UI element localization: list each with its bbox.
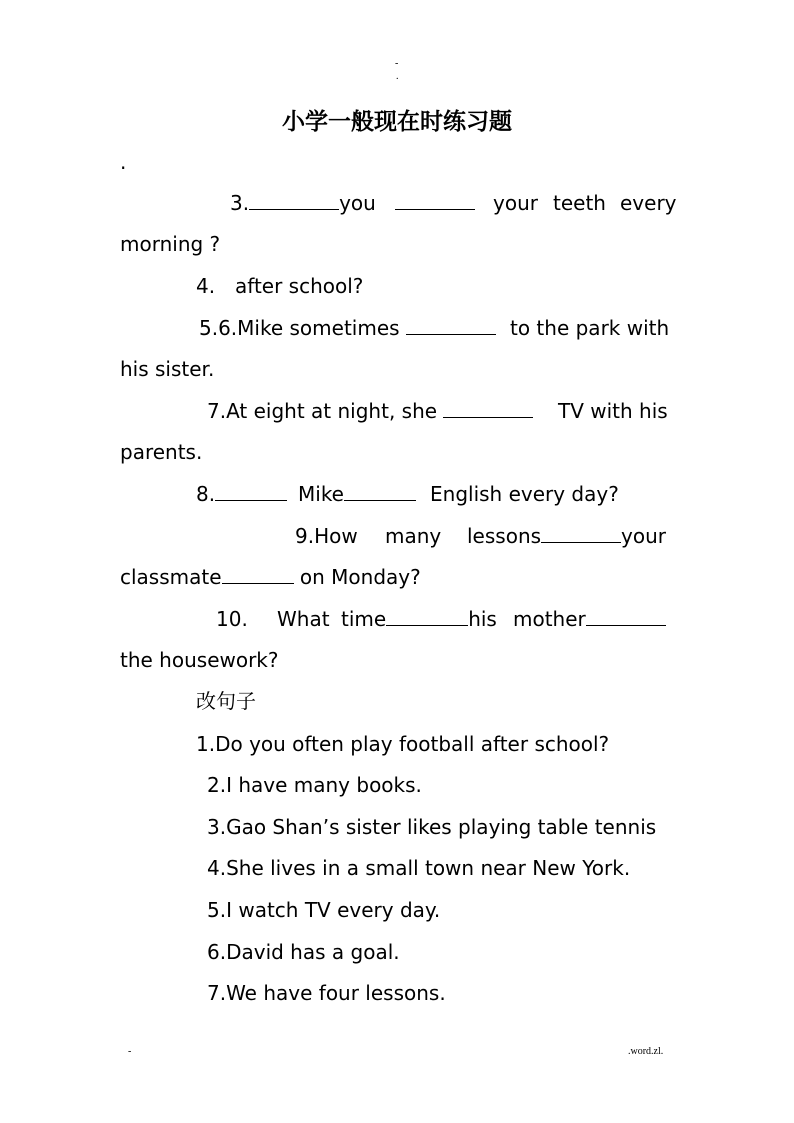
q3-word-every: every [620, 191, 677, 215]
q5-text-end: to the park with [510, 316, 670, 340]
q10-word-mother: mother [513, 607, 586, 631]
question-3 [230, 191, 376, 215]
q9-classmate: classmate [120, 565, 222, 589]
q8-blank-1[interactable] [215, 482, 287, 501]
q10-continuation: the housework? [120, 648, 279, 672]
header-mark: - [395, 58, 399, 69]
q3-word-your: your [493, 191, 538, 215]
sentence-2: 2.I have many books. [207, 773, 422, 797]
q10-number: 10. [216, 607, 248, 631]
q3-blank-2[interactable] [395, 191, 475, 215]
q8-word-mike [298, 482, 416, 506]
q5-text: 5.6.Mike sometimes [199, 316, 400, 340]
q9-lessons [467, 524, 666, 548]
q8-mike: Mike [298, 482, 344, 506]
section-heading: 改句子 [196, 689, 256, 713]
q4-number: 4. [196, 274, 216, 298]
q8-blank-2[interactable] [344, 482, 416, 501]
sentence-4: 4.She lives in a small town near New York. [207, 856, 631, 880]
question-5-6 [199, 316, 496, 340]
q9-on-monday: on Monday? [299, 565, 421, 589]
q5-continuation: his sister. [120, 357, 215, 381]
q7-blank[interactable] [443, 399, 533, 418]
q4-text: after school? [235, 274, 364, 298]
q10-word-what: What [277, 607, 330, 631]
header-mark-dot: . [396, 71, 399, 82]
q10-time [341, 607, 497, 631]
q9-blank-2[interactable] [222, 565, 294, 584]
q7-continuation: parents. [120, 440, 203, 464]
q9-blank-1[interactable] [541, 524, 621, 543]
sentence-3: 3.Gao Shan’s sister likes playing table tennis [207, 815, 657, 839]
q8-number: 8. [196, 482, 216, 506]
q3-continuation: morning ? [120, 232, 221, 256]
q10-word-his: his [468, 607, 497, 631]
q10-blank-1[interactable] [386, 607, 468, 626]
q10-blank-2[interactable] [586, 607, 666, 626]
q3-blank-1[interactable] [249, 191, 339, 210]
q5-blank[interactable] [406, 316, 496, 335]
q9-word-your: your [621, 524, 667, 548]
page-title: 小学一般现在时练习题 [282, 109, 512, 135]
footer-left: - [128, 1046, 132, 1057]
q3-word-teeth: teeth [553, 191, 606, 215]
question-7 [207, 399, 533, 423]
q9-word-many: many [385, 524, 442, 548]
question-8 [196, 482, 287, 506]
footer-right: .word.zl. [628, 1046, 664, 1057]
q9-word-lessons: lessons [467, 524, 542, 548]
q9-continuation [120, 565, 421, 589]
sentence-1: 1.Do you often play football after school? [196, 732, 610, 756]
sentence-5: 5.I watch TV every day. [207, 898, 441, 922]
dot-line: . [120, 150, 127, 174]
q7-text: 7.At eight at night, she [207, 399, 438, 423]
q3-word-you: you [339, 191, 376, 215]
sentence-7: 7.We have four lessons. [207, 981, 446, 1005]
q3-number: 3. [230, 191, 250, 215]
q9-number: 9.How [295, 524, 358, 548]
q7-text-end: TV with his [558, 399, 668, 423]
q8-text: English every day? [430, 482, 619, 506]
q10-mother [513, 607, 666, 631]
sentence-6: 6.David has a goal. [207, 940, 400, 964]
q10-word-time: time [341, 607, 387, 631]
